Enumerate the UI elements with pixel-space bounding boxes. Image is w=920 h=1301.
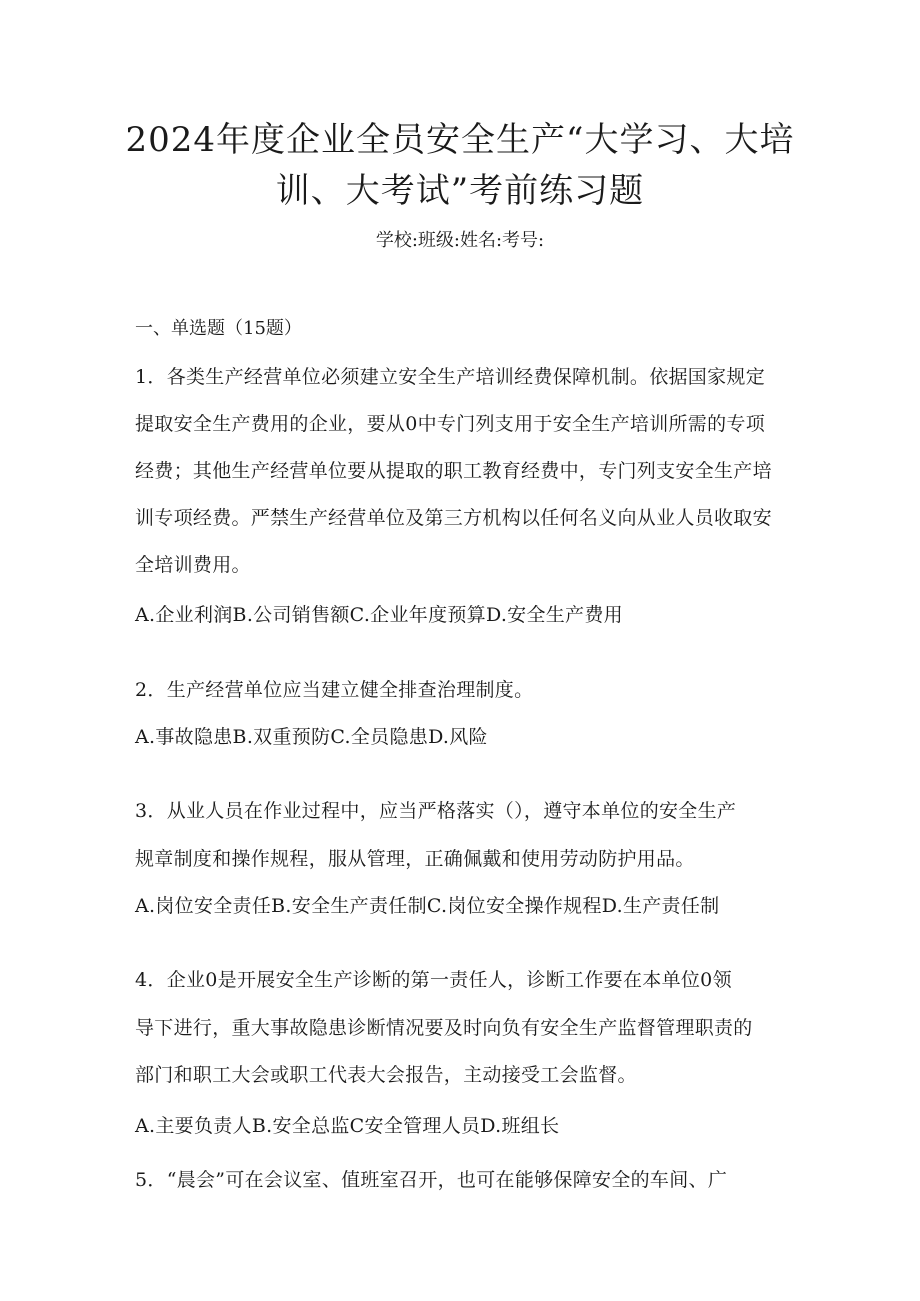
- question-3-line-1: 3．从业人员在作业过程中，应当严格落实（），遵守本单位的安全生产: [135, 800, 737, 822]
- question-5-line-1: 5．“晨会”可在会议室、值班室召开，也可在能够保障安全的车间、广: [135, 1169, 728, 1191]
- document-title-line-1: 2024年度企业全员安全生产“大学习、大培: [125, 120, 795, 160]
- question-4-line-3: 部门和职工大会或职工代表大会报告，主动接受工会监督。: [135, 1064, 637, 1086]
- question-1-line-5: 全培训费用。: [135, 554, 251, 576]
- question-4-line-2: 导下进行，重大事故隐患诊断情况要及时向负有安全生产监督管理职责的: [135, 1017, 753, 1039]
- question-1-line-1: 1．各类生产经营单位必须建立安全生产培训经费保障机制。依据国家规定: [135, 366, 765, 388]
- question-4-line-1: 4．企业0是开展安全生产诊断的第一责任人，诊断工作要在本单位0领: [135, 969, 732, 991]
- question-2-options: A.事故隐患B.双重预防C.全员隐患D.风险: [135, 726, 488, 748]
- question-3-options: A.岗位安全责任B.安全生产责任制C.岗位安全操作规程D.生产责任制: [135, 895, 720, 917]
- question-1-options: A.企业利润B.公司销售额C.企业年度预算D.安全生产费用: [135, 604, 623, 626]
- document-title-line-2: 训、大考试”考前练习题: [275, 171, 645, 211]
- section-heading: 一、单选题（15题）: [135, 318, 302, 339]
- question-1-line-3: 经费；其他生产经营单位要从提取的职工教育经费中，专门列支安全生产培: [135, 460, 772, 482]
- question-1-line-4: 训专项经费。严禁生产经营单位及第三方机构以任何名义向从业人员收取安: [135, 507, 772, 529]
- question-3-line-2: 规章制度和操作规程，服从管理，正确佩戴和使用劳动防护用品。: [135, 848, 695, 870]
- question-1-line-2: 提取安全生产费用的企业，要从0中专门列支用于安全生产培训所需的专项: [135, 413, 765, 435]
- question-2-line-1: 2．生产经营单位应当建立健全排查治理制度。: [135, 679, 534, 701]
- question-4-options: A.主要负责人B.安全总监C安全管理人员D.班组长: [135, 1115, 560, 1137]
- document-subtitle: 学校:班级:姓名:考号:: [375, 230, 545, 251]
